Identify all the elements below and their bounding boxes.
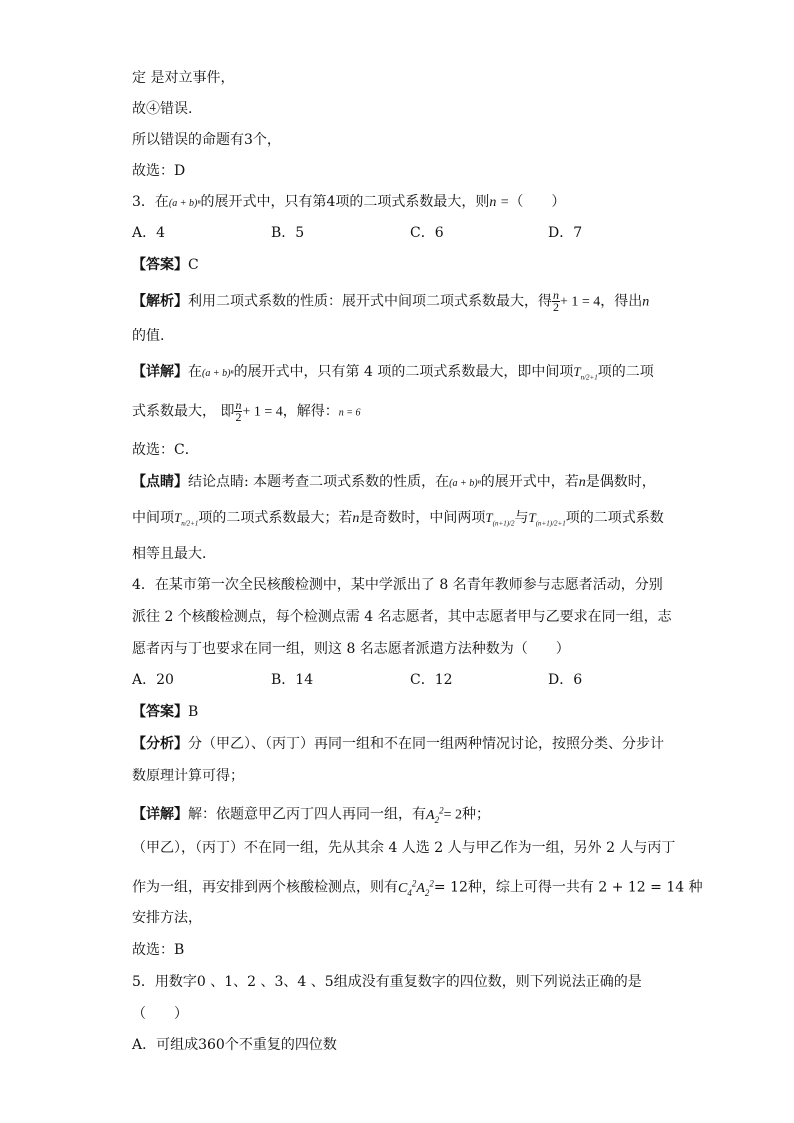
detail-line: 作为一组，再安排到两个核酸检测点，则有$C_4^2A_2^2= 12$种，综上可得一共有 2 + 12 = 14 种 — [132, 878, 703, 898]
middle-term: $T_{n/2+1}$ — [174, 510, 199, 528]
option-b: B．14 — [271, 672, 314, 688]
detail-tag: 【详解】 — [132, 364, 188, 380]
text-line: 定 是对立事件， — [132, 70, 235, 86]
option-c: C．6 — [410, 225, 444, 241]
option-a: A．4 — [132, 225, 166, 241]
middle-term: $T_{(n+1)/2+1}$ — [528, 510, 566, 528]
option-a: A．可组成360个不重复的四位数 — [132, 1037, 337, 1053]
option-a: A．20 — [132, 672, 174, 688]
combination-c42-a22: $C_4^2A_2^2$ — [398, 878, 434, 898]
answer-value: B — [188, 704, 199, 720]
comment-line: 【点睛】结论点睛: 本题考查二项式系数的性质，在(a + b)ⁿ的展开式中，若n是偶数时， — [132, 474, 656, 490]
question-4-stem: 派往 2 个核酸检测点，每个检测点需 4 名志愿者，其中志愿者甲与乙要求在同一组，志 — [132, 609, 672, 625]
question-4-stem: 4．在某市第一次全民核酸检测中，某中学派出了 8 名青年教师参与志愿者活动，分别 — [132, 577, 663, 593]
text-line: 的值. — [132, 328, 165, 344]
question-4-stem: 愿者丙与丁也要求在同一组，则这 8 名志愿者派遣方法种数为（ ） — [132, 641, 570, 657]
analysis-line: 【解析】利用二项式系数的性质：展开式中间项二项式系数最大，得 $\frac{n}{2}$ + 1 = 4，得出n — [132, 288, 650, 314]
text-line: 所以错误的命题有3个， — [132, 132, 281, 148]
fraction-n-over-2: $\frac{n}{2}$ — [553, 288, 559, 314]
comment-tag: 【点睛】 — [132, 474, 188, 490]
detail-line: 【详解】在(a + b)ⁿ的展开式中，只有第 4 项的二项式系数最大，即中间项$T_{n/2+1}$项的二项 — [132, 364, 654, 382]
detail-line: 式系数最大， 即 $\frac{n}{2}$ + 1 = 4，解得：n = 6 — [132, 398, 361, 424]
fraction-n-over-2: $\frac{n}{2}$ — [235, 398, 242, 424]
answer-line — [132, 255, 199, 275]
text-line: 安排方法， — [132, 910, 202, 926]
detail-tag: 【详解】 — [132, 806, 188, 823]
answer-line — [132, 702, 198, 722]
question-3-stem: 3．在(a + b)ⁿ的展开式中，只有第4项的二项式系数最大，则n =（ ） — [132, 194, 566, 210]
middle-term: $T_{(n+1)/2}$ — [485, 510, 515, 528]
answer-tag: 【答案】 — [132, 257, 188, 273]
option-d: D．7 — [548, 225, 583, 241]
option-b: B．5 — [271, 225, 305, 241]
detail-line: 【详解】解：依题意甲乙丙丁四人再同一组，有$A_2^2= 2$种； — [132, 805, 490, 825]
text-line: 相等且最大． — [132, 546, 216, 562]
text-line: 数原理计算可得； — [132, 768, 244, 784]
analysis-line: 【分析】分（甲乙）、（丙丁）再同一组和不在同一组两种情况讨论，按照分类、分步计 — [132, 736, 664, 752]
binomial-expression: (a + b)ⁿ — [168, 198, 201, 209]
option-d: D．6 — [548, 672, 583, 688]
question-5-stem: 5．用数字0 、1、2 、3、4 、5组成没有重复数字的四位数，则下列说法正确的是 — [132, 974, 642, 990]
text-line: 故④错误. — [132, 101, 193, 117]
comment-line: 中间项$T_{n/2+1}$项的二项式系数最大；若n是奇数时，中间两项$T_{(n+1)/2}$与$T_{(n+1)/2+1}$项的二项式系数 — [132, 510, 664, 528]
question-5-stem: （ ） — [132, 1006, 188, 1022]
middle-term: $T_{n/2+1}$ — [573, 364, 598, 382]
analysis-tag: 【分析】 — [132, 736, 188, 752]
answer-value: C — [188, 257, 199, 273]
analysis-tag: 【解析】 — [132, 293, 188, 310]
answer-tag: 【答案】 — [132, 704, 188, 720]
text-line: 故选：D — [132, 163, 186, 179]
text-line: 故选：C． — [132, 442, 199, 458]
option-c: C．12 — [410, 672, 453, 688]
arrangement-a22: $A_2^2$ — [426, 805, 444, 825]
text-line: 故选：B — [132, 942, 185, 958]
text-line: （甲乙），（丙丁）不在同一组，先从其余 4 人选 2 人与甲乙作为一组，另外 2 人与丙丁 — [132, 840, 676, 856]
